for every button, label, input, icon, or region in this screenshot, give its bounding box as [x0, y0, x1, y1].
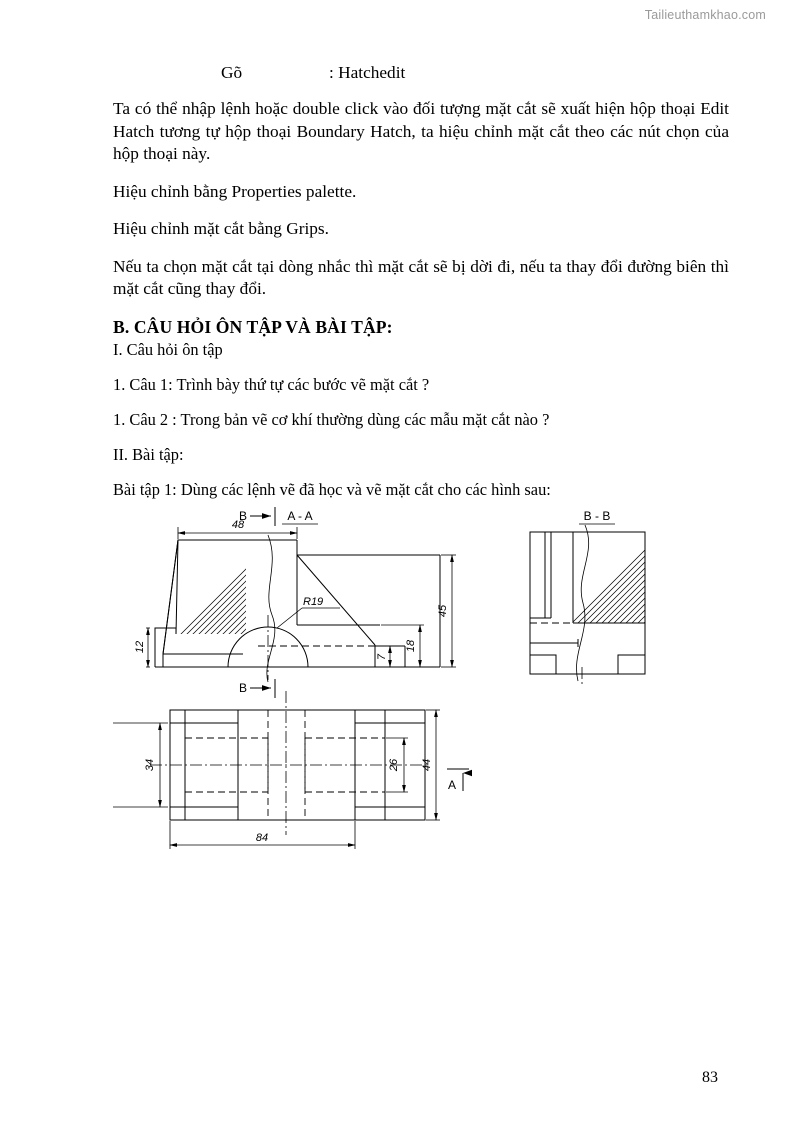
spacer [113, 166, 729, 181]
marker-a-text: A [447, 778, 457, 792]
section-view-a-a [130, 505, 532, 698]
dim-12-text: 12 [134, 640, 146, 654]
spacer [113, 241, 729, 256]
bb-notch-left [530, 655, 556, 674]
aa-hatch-outline-top [163, 540, 246, 654]
dim-84-text: 84 [255, 832, 269, 844]
aa-hatch-fill [130, 505, 532, 685]
command-value: : Hatchedit [329, 63, 406, 82]
dim-34-text: 34 [144, 758, 156, 772]
page-number: 83 [702, 1069, 718, 1086]
section-view-b-b [500, 509, 794, 695]
bb-notch-right [618, 655, 645, 674]
spacer [113, 301, 729, 316]
section-aa-title-text: A - A [287, 509, 313, 523]
marker-b-top-text: B [238, 509, 248, 523]
marker-b-bottom-text: B [238, 681, 248, 695]
spacer [113, 466, 729, 479]
part-2-title: II. Bài tập: [113, 445, 184, 465]
paragraph-1: Ta có thể nhập lệnh hoặc double click vào đối tượng mặt cắt sẽ xuất hiện hộp thoại Edit Hatch tương tự hộp thoại Boundary Hatch, ta hiệu chỉnh mặt cắt theo các nút chọn của hộp thoại này. [113, 99, 729, 164]
bb-hatch-fill [500, 515, 794, 695]
paragraph-3: Hiệu chỉnh mặt cắt bằng Grips. [113, 219, 329, 239]
dim-48-text: 48 [231, 519, 245, 531]
question-1: 1. Câu 1: Trình bày thứ tự các bước vẽ mặt cắt ? [113, 374, 430, 394]
question-2: 1. Câu 2 : Trong bản vẽ cơ khí thường dùng các mẫu mặt cắt nào ? [113, 410, 550, 430]
command-line-row [113, 62, 729, 84]
watermark-text: Tailieuthamkhao.com [644, 8, 766, 22]
section-bb-title-text: B - B [583, 509, 611, 523]
spacer [113, 431, 729, 444]
dim-44-text: 44 [421, 758, 433, 772]
technical-drawing-figure [0, 495, 794, 895]
document-body [113, 62, 729, 501]
dim-7-text: 7 [376, 653, 388, 661]
spacer [113, 396, 729, 409]
part-1-title: I. Câu hỏi ôn tập [113, 339, 223, 359]
dim-26-text: 26 [388, 758, 400, 772]
dim-45-text: 45 [437, 604, 449, 618]
plan-view [113, 691, 469, 849]
spacer [113, 361, 729, 374]
dim-18-text: 18 [405, 639, 417, 653]
bb-break-line [576, 525, 588, 681]
command-label: Gõ [221, 63, 243, 82]
r19-text: R19 [303, 596, 324, 608]
exercise-1: Bài tập 1: Dùng các lệnh vẽ đã học và vẽ mặt cắt cho các hình sau: [113, 480, 551, 500]
section-heading-b: B. CÂU HỎI ÔN TẬP VÀ BÀI TẬP: [113, 316, 393, 337]
paragraph-2: Hiệu chỉnh bằng Properties palette. [113, 181, 357, 201]
paragraph-4: Nếu ta chọn mặt cắt tại dòng nhắc thì mặt cắt sẽ bị dời đi, nếu ta thay đổi đường biên thì mặt cắt cũng thay đổi. [113, 256, 729, 299]
spacer [113, 203, 729, 218]
